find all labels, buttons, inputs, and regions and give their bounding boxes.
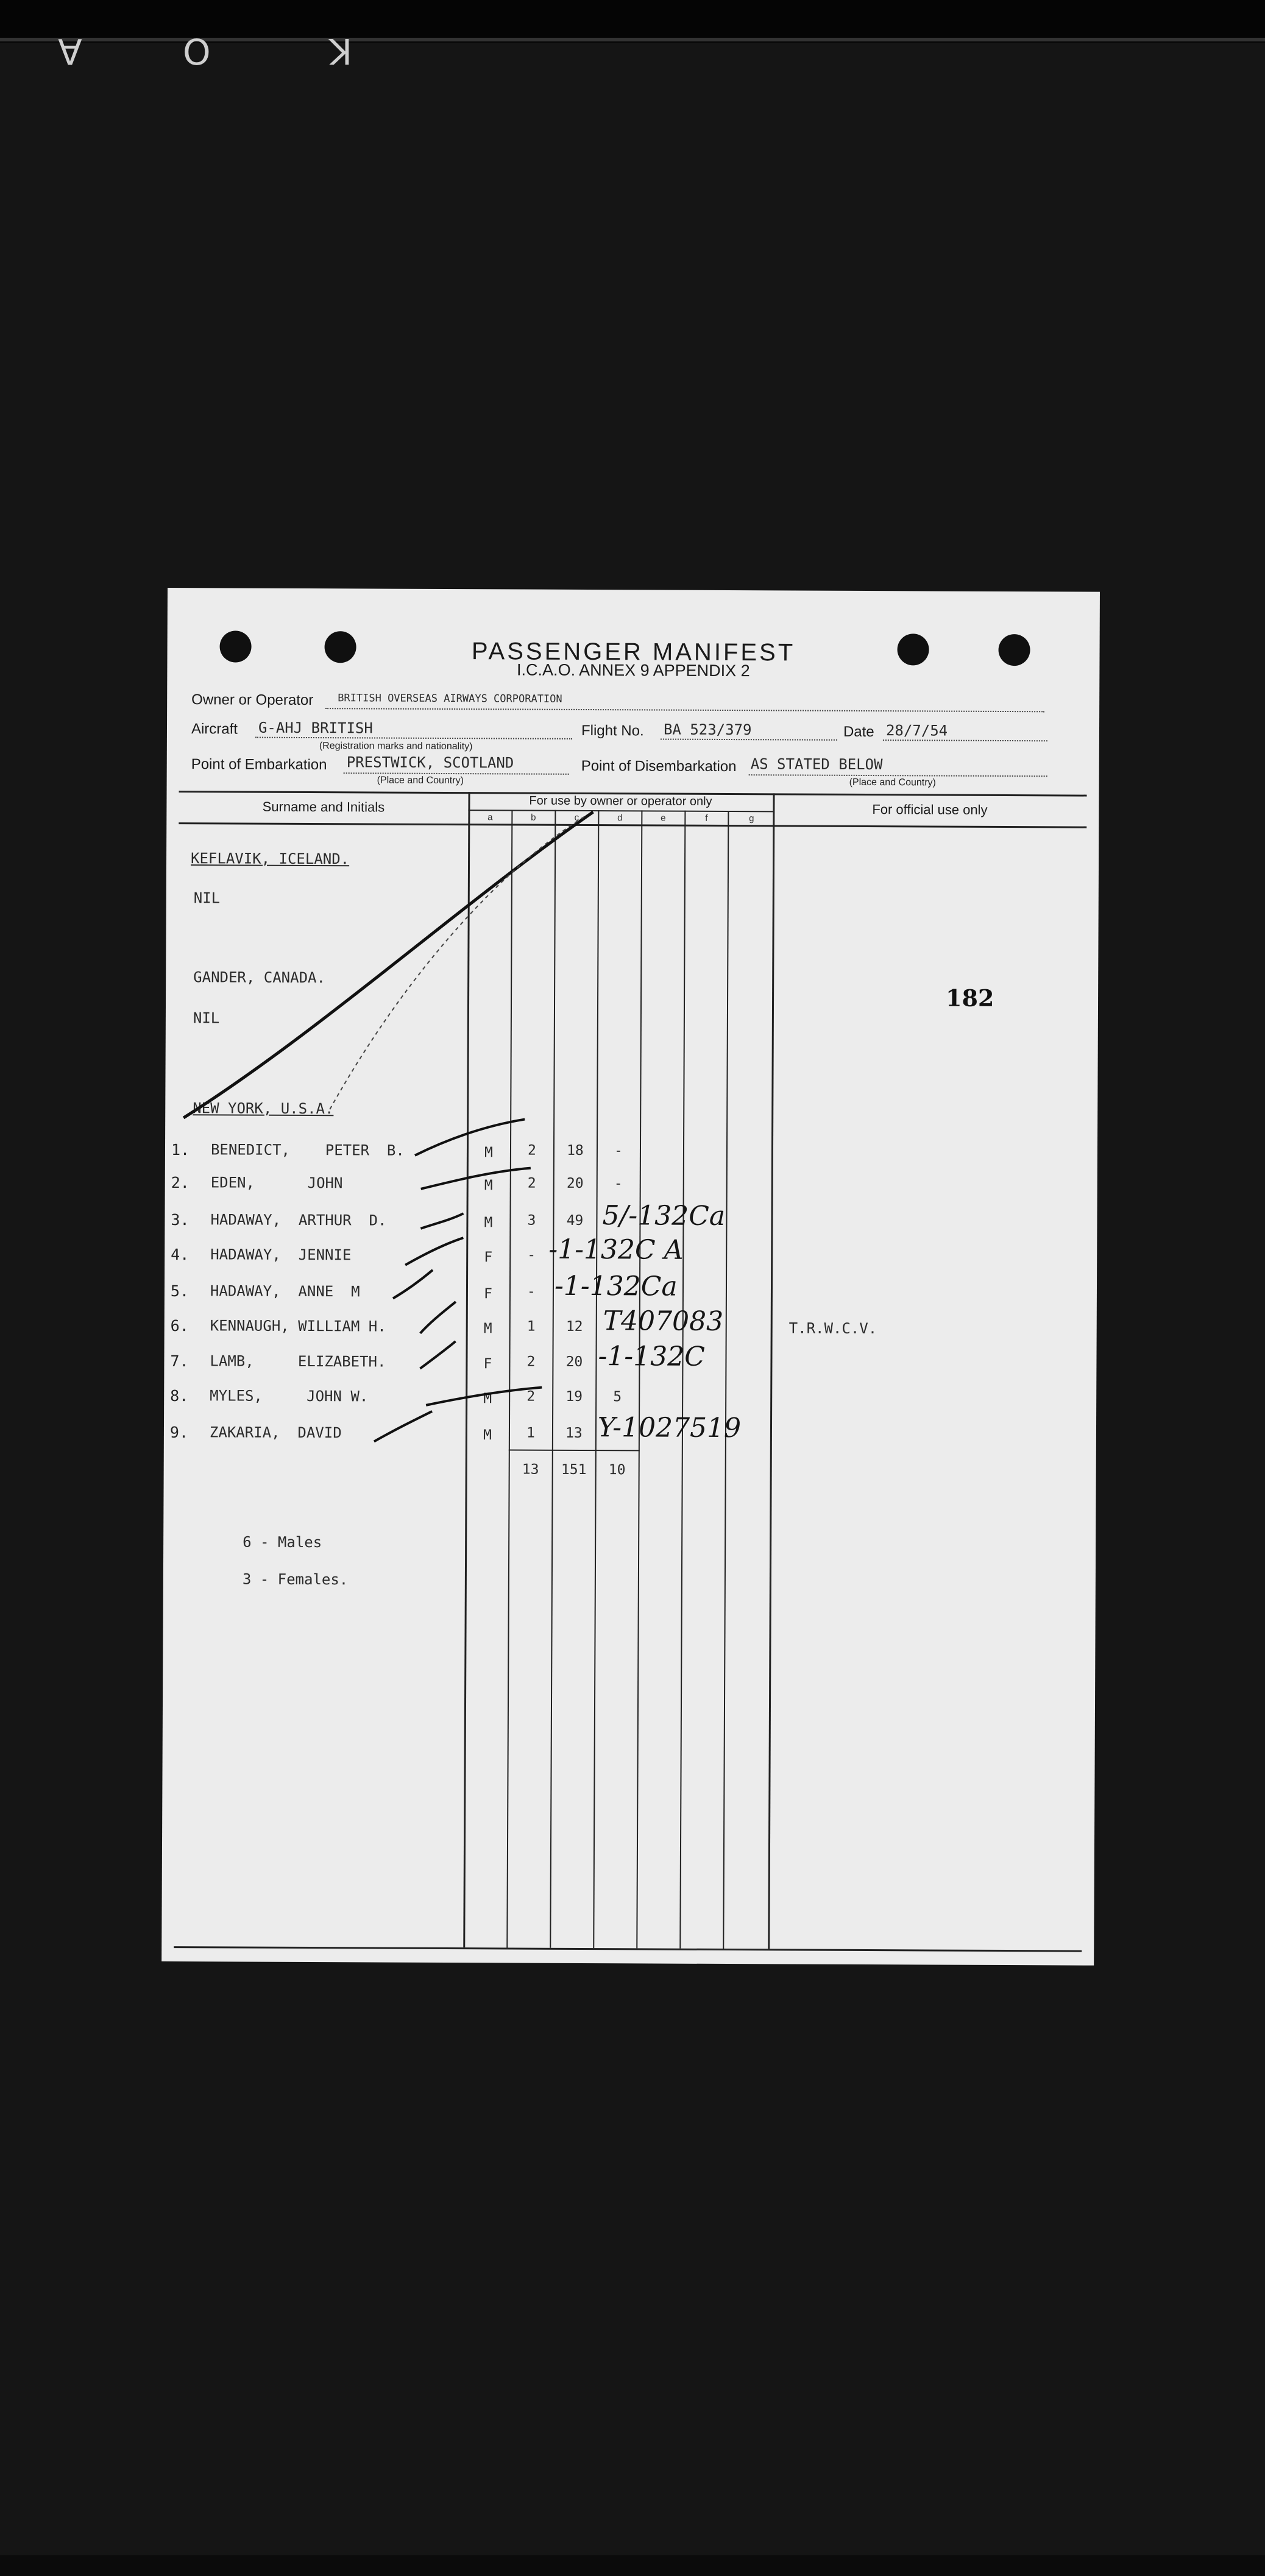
section-entry: NIL: [193, 889, 221, 907]
cell-sex: M: [483, 1321, 492, 1337]
manifest-sheet: [161, 588, 1100, 1966]
official-note: T.R.W.C.V.: [788, 1319, 877, 1338]
flight-value: BA 523/379: [663, 721, 752, 739]
handwritten-note: Y-1027519: [597, 1412, 742, 1444]
cell-sex: M: [484, 1177, 493, 1194]
total-c: 151: [561, 1461, 587, 1478]
form-subtitle: I.C.A.O. ANNEX 9 APPENDIX 2: [517, 660, 750, 680]
section-entry: NIL: [193, 1009, 220, 1027]
handwritten-note: 5/-132Ca: [602, 1200, 726, 1232]
passenger-name: HADAWAY, JENNIE: [210, 1246, 352, 1264]
film-edge-mark: O: [183, 30, 211, 72]
subcol-b: b: [531, 812, 536, 823]
section-place: KEFLAVIK, ICELAND.: [191, 850, 350, 868]
section-place: NEW YORK, U.S.A.: [193, 1099, 334, 1118]
subcol-c: c: [574, 812, 579, 823]
subcol-e: e: [661, 813, 666, 824]
date-label: Date: [843, 723, 874, 741]
cell-c: 13: [565, 1425, 583, 1441]
handwritten-note: -1-132Ca: [554, 1270, 678, 1302]
cell-b: 2: [526, 1388, 536, 1405]
summary-females: 3 - Females.: [242, 1570, 349, 1589]
cell-b: 1: [526, 1425, 535, 1441]
cell-c: 12: [565, 1318, 583, 1335]
passenger-name: KENNAUGH, WILLIAM H.: [210, 1317, 386, 1335]
cell-sex: M: [483, 1391, 492, 1407]
film-edge-bottom: [0, 2555, 1265, 2576]
cell-d: 5: [613, 1389, 622, 1405]
cell-c: 18: [567, 1142, 584, 1159]
total-b: 13: [522, 1461, 539, 1478]
cell-c: 19: [565, 1388, 583, 1405]
film-edge-mark: A: [58, 30, 82, 72]
cell-sex: F: [483, 1356, 492, 1372]
cell-sex: F: [484, 1249, 493, 1266]
cell-d: -: [614, 1143, 623, 1159]
cell-c: 20: [566, 1175, 584, 1191]
handwritten-note: T407083: [603, 1305, 724, 1337]
aircraft-value: G-AHJ BRITISH: [258, 719, 373, 737]
row-number: 7.: [170, 1352, 189, 1371]
passenger-name: HADAWAY, ARTHUR D.: [210, 1211, 387, 1229]
owner-value: BRITISH OVERSEAS AIRWAYS CORPORATION: [338, 692, 562, 705]
row-number: 4.: [171, 1246, 190, 1264]
cell-b: 1: [526, 1318, 536, 1335]
handwritten-note: -1-132C: [598, 1341, 706, 1372]
stamp-number: 182: [945, 984, 994, 1012]
passenger-name: EDEN, JOHN: [210, 1174, 343, 1192]
disembark-note: (Place and Country): [849, 777, 936, 788]
row-number: 6.: [170, 1317, 189, 1335]
film-edge-mark: K: [329, 30, 353, 72]
row-number: 3.: [171, 1211, 190, 1229]
col-surname-header: Surname and Initials: [262, 799, 385, 815]
cell-c: 20: [565, 1353, 583, 1370]
cell-b: 2: [527, 1175, 536, 1191]
total-d: 10: [608, 1462, 626, 1478]
cell-sex: F: [483, 1286, 492, 1302]
disembark-label: Point of Disembarkation: [581, 757, 737, 775]
embark-value: PRESTWICK, SCOTLAND: [346, 753, 514, 772]
owner-label: Owner or Operator: [191, 691, 314, 709]
passenger-name: BENEDICT, PETER B.: [210, 1141, 405, 1159]
cell-b: -: [527, 1247, 536, 1263]
subcol-a: a: [487, 812, 493, 823]
disembark-value: AS STATED BELOW: [750, 755, 883, 774]
subcol-d: d: [617, 813, 623, 824]
cell-b: -: [526, 1283, 536, 1300]
passenger-name: MYLES, JOHN W.: [210, 1387, 369, 1405]
row-number: 1.: [171, 1141, 190, 1159]
aircraft-label: Aircraft: [191, 721, 238, 738]
subcol-g: g: [749, 813, 754, 824]
passenger-name: LAMB, ELIZABETH.: [210, 1352, 386, 1371]
col-official-header: For official use only: [872, 802, 988, 817]
section-place: GANDER, CANADA.: [193, 969, 326, 987]
col-owner-header: For use by owner or operator only: [529, 794, 712, 808]
form-title: PASSENGER MANIFEST: [471, 638, 796, 666]
cell-b: 2: [527, 1142, 536, 1159]
cell-b: 3: [527, 1212, 536, 1229]
passenger-name: ZAKARIA, DAVID: [209, 1424, 342, 1442]
row-number: 2.: [171, 1174, 190, 1192]
row-number: 5.: [170, 1282, 190, 1300]
cell-b: 2: [526, 1353, 536, 1370]
cell-sex: M: [484, 1145, 493, 1161]
embark-label: Point of Embarkation: [191, 756, 327, 774]
row-number: 8.: [170, 1387, 189, 1405]
row-number: 9.: [169, 1424, 189, 1442]
cell-sex: M: [484, 1215, 493, 1231]
summary-males: 6 - Males: [243, 1533, 322, 1551]
date-value: 28/7/54: [885, 722, 948, 739]
cell-c: 49: [566, 1212, 584, 1229]
cell-d: -: [614, 1176, 623, 1192]
embark-note: (Place and Country): [377, 775, 464, 786]
subcol-f: f: [705, 813, 708, 824]
pen-strokes: [161, 588, 1100, 1966]
flight-label: Flight No.: [581, 722, 644, 739]
handwritten-note: -1-132C A: [548, 1233, 684, 1266]
cell-sex: M: [483, 1427, 492, 1444]
registration-note: (Registration marks and nationality): [319, 741, 473, 752]
passenger-name: HADAWAY, ANNE M: [210, 1282, 360, 1300]
